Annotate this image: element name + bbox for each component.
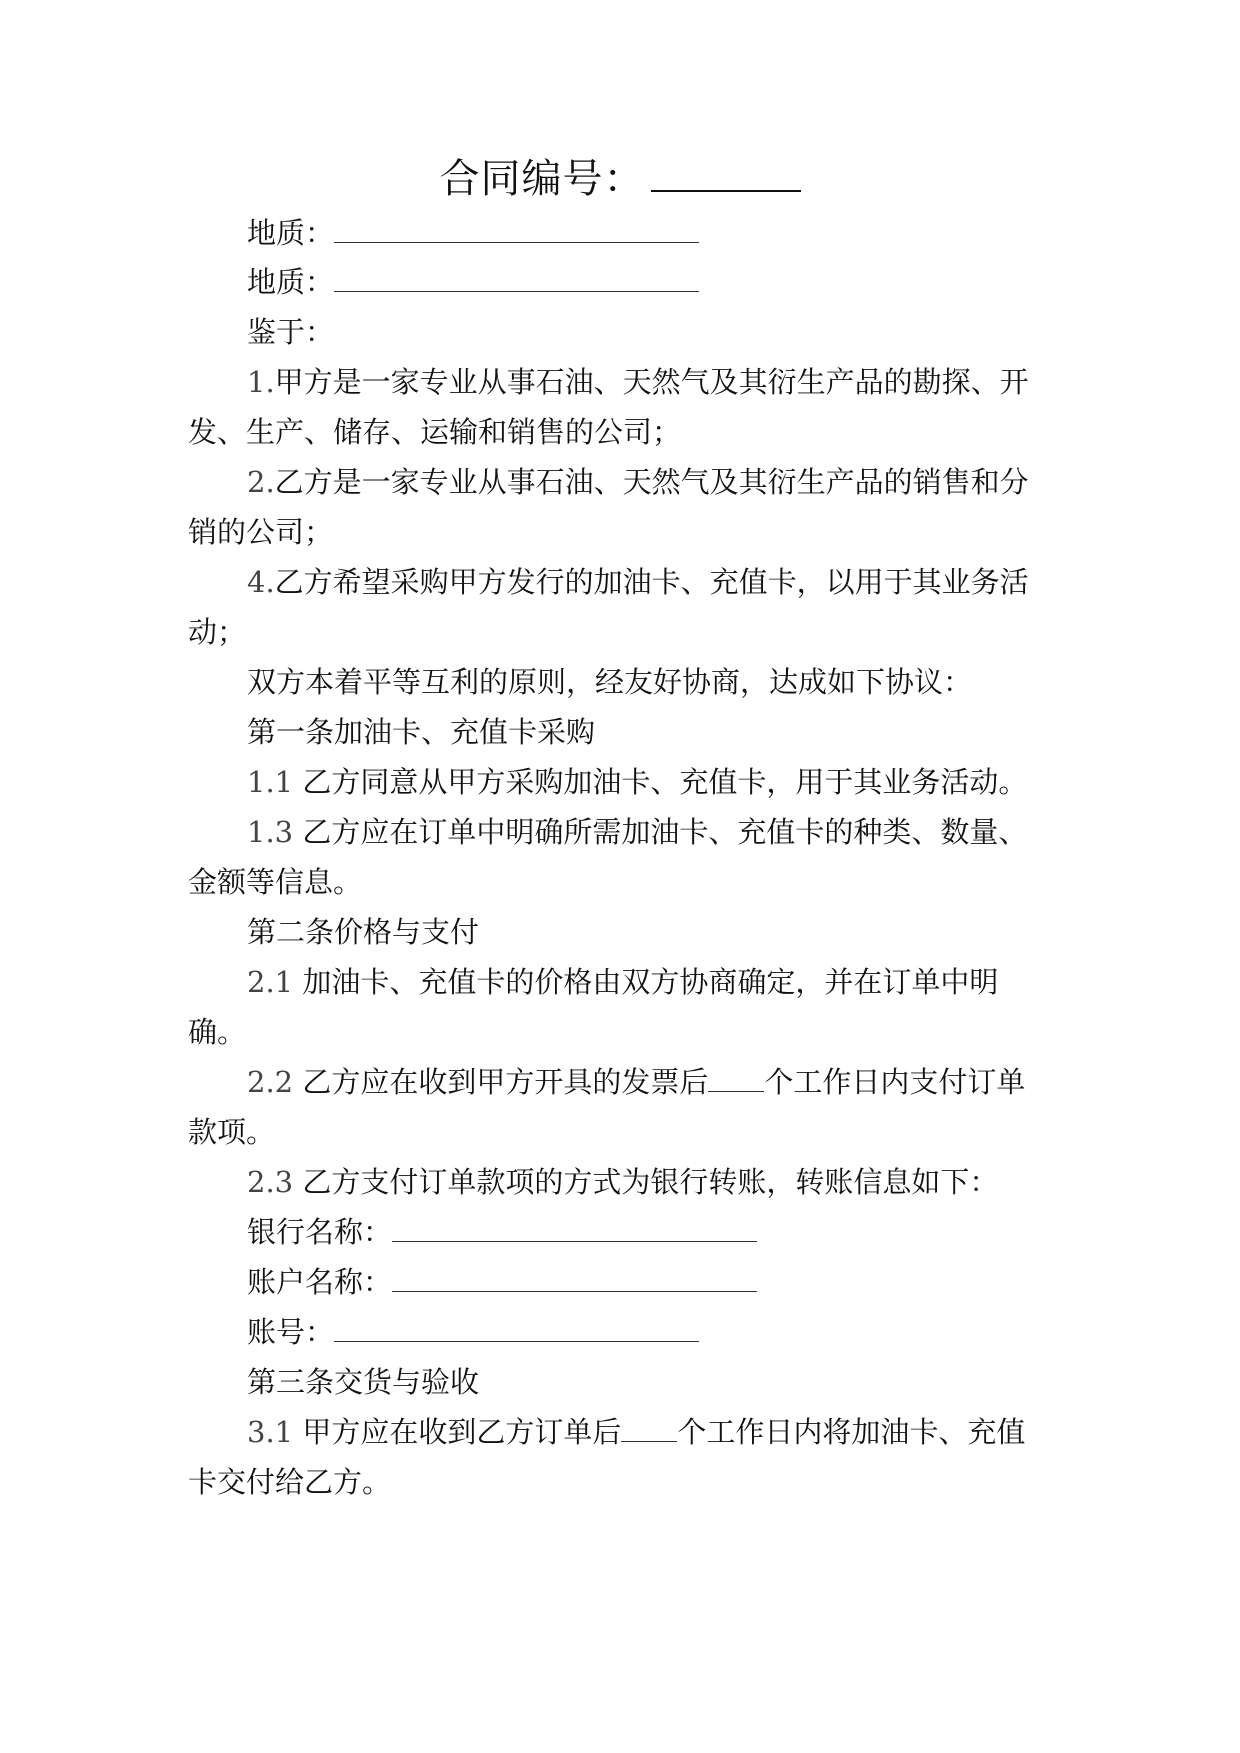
agreement-statement: 双方本着平等互利的原则，经友好协商，达成如下协议： bbox=[247, 665, 973, 699]
clause-2-3-text: 乙方支付订单款项的方式为银行转账，转账信息如下： bbox=[302, 1165, 999, 1199]
article-2-heading: 第二条价格与支付 bbox=[247, 915, 480, 949]
clause-2-2-line1 bbox=[247, 1062, 1025, 1102]
clause-3-1-text-before: 甲方应在收到乙方订单后 bbox=[302, 1415, 622, 1449]
clause-1-3-line1 bbox=[247, 812, 1027, 852]
whereas-heading: 鉴于： bbox=[247, 315, 335, 349]
article-1-heading: 第一条加油卡、充值卡采购 bbox=[247, 715, 596, 749]
bank-name-label: 银行名称： bbox=[247, 1215, 393, 1249]
clause-1-1-text: 乙方同意从甲方采购加油卡、充值卡，用于其业务活动。 bbox=[302, 765, 1028, 799]
clause-1-1-num: 1.1 bbox=[247, 765, 294, 799]
clause-1-3-text: 乙方应在订单中明确所需加油卡、充值卡的种类、数量、 bbox=[302, 815, 1028, 849]
party-blank-2[interactable] bbox=[334, 263, 699, 292]
clause-2-2-num: 2.2 bbox=[247, 1065, 294, 1099]
contract-number-label: 合同编号： bbox=[439, 156, 645, 202]
whereas-item-3-text: 乙方希望采购甲方发行的加油卡、充值卡，以用于其业务活 bbox=[274, 565, 1029, 599]
account-name-line bbox=[247, 1262, 757, 1302]
clause-2-1-line2: 确。 bbox=[188, 1015, 247, 1049]
party-line-1 bbox=[247, 213, 699, 253]
article-3-heading: 第三条交货与验收 bbox=[247, 1365, 480, 1399]
clause-2-1-text: 加油卡、充值卡的价格由双方协商确定，并在订单中明 bbox=[302, 965, 999, 999]
whereas-item-2-line2: 销的公司； bbox=[188, 515, 334, 549]
clause-1-3-line2: 金额等信息。 bbox=[188, 865, 363, 899]
clause-2-2-line2: 款项。 bbox=[188, 1115, 276, 1149]
account-name-label: 账户名称： bbox=[247, 1265, 393, 1299]
whereas-item-2-line1 bbox=[247, 462, 1029, 502]
whereas-item-1-line1 bbox=[247, 362, 1029, 402]
party-line-2 bbox=[247, 262, 699, 302]
clause-2-2-days-blank[interactable] bbox=[708, 1067, 764, 1092]
whereas-item-2-text: 乙方是一家专业从事石油、天然气及其衍生产品的销售和分 bbox=[274, 465, 1029, 499]
whereas-item-1-line2: 发、生产、储存、运输和销售的公司； bbox=[188, 415, 682, 449]
account-number-line bbox=[247, 1312, 699, 1352]
clause-3-1-days-blank[interactable] bbox=[621, 1417, 677, 1442]
whereas-item-1-num: 1. bbox=[247, 365, 275, 399]
clause-2-3 bbox=[247, 1162, 998, 1202]
clause-3-1-text-after: 个工作日内将加油卡、充值 bbox=[677, 1415, 1026, 1449]
clause-2-3-num: 2.3 bbox=[247, 1165, 294, 1199]
whereas-item-3-line1 bbox=[247, 562, 1029, 602]
clause-2-2-text-after: 个工作日内支付订单 bbox=[764, 1065, 1026, 1099]
whereas-item-3-line2: 动； bbox=[188, 615, 247, 649]
clause-3-1-line2: 卡交付给乙方。 bbox=[188, 1465, 392, 1499]
clause-1-1 bbox=[247, 762, 1027, 802]
clause-1-3-num: 1.3 bbox=[247, 815, 294, 849]
party-label-2: 地质： bbox=[247, 265, 335, 299]
clause-3-1-num: 3.1 bbox=[247, 1415, 294, 1449]
whereas-item-3-num: 4. bbox=[247, 565, 275, 599]
party-blank-1[interactable] bbox=[334, 214, 699, 243]
account-number-blank[interactable] bbox=[334, 1313, 699, 1342]
whereas-item-2-num: 2. bbox=[247, 465, 275, 499]
clause-2-1-line1 bbox=[247, 962, 998, 1002]
contract-number-blank[interactable] bbox=[651, 150, 801, 192]
account-number-label: 账号： bbox=[247, 1315, 335, 1349]
contract-title bbox=[0, 150, 1240, 207]
clause-2-1-num: 2.1 bbox=[247, 965, 294, 999]
party-label-1: 地质： bbox=[247, 216, 335, 250]
clause-2-2-text-before: 乙方应在收到甲方开具的发票后 bbox=[302, 1065, 709, 1099]
bank-name-line bbox=[247, 1212, 757, 1252]
clause-3-1-line1 bbox=[247, 1412, 1025, 1452]
whereas-item-1-text: 甲方是一家专业从事石油、天然气及其衍生产品的勘探、开 bbox=[274, 365, 1029, 399]
bank-name-blank[interactable] bbox=[392, 1213, 757, 1242]
account-name-blank[interactable] bbox=[392, 1263, 757, 1292]
